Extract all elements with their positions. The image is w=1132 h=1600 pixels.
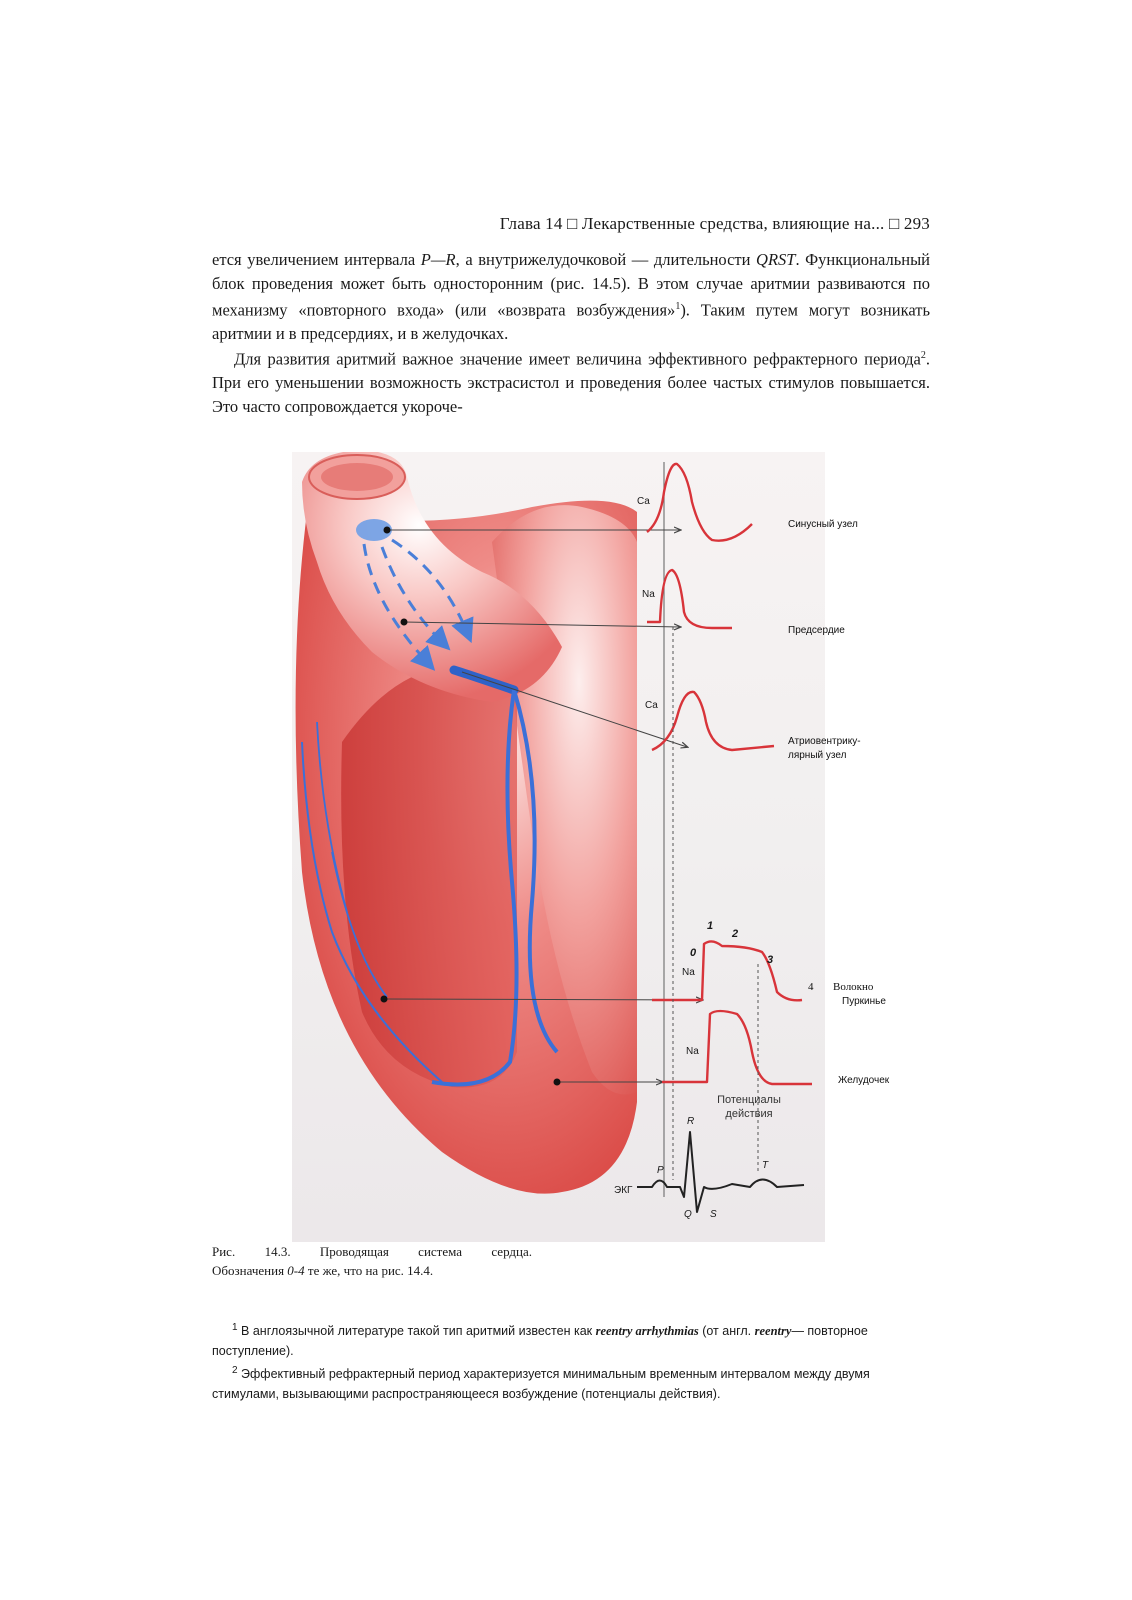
ecg-t: T	[762, 1160, 769, 1171]
ion-na-1: Na	[642, 589, 655, 600]
caption-range: 0-4	[287, 1263, 305, 1278]
footnote-2-mark: 2	[232, 1365, 238, 1377]
p2-text-a: Для развития аритмий важное значение имеет величина эффективного рефрактерного периода	[234, 349, 921, 369]
footnote-1-c: — повторное поступление).	[212, 1324, 868, 1359]
p1-text-b: , а внутрижелудочковой — длительности	[455, 250, 757, 269]
footnote-1-mark: 1	[232, 1322, 238, 1333]
ap-label-1: Потенциалы	[717, 1094, 781, 1106]
footnote-1-term2: reentry	[754, 1324, 792, 1339]
ion-ca-2: Ca	[645, 700, 658, 711]
phase-0: 0	[690, 947, 697, 959]
dot-purkinje	[381, 996, 388, 1003]
ecg-s: S	[710, 1209, 717, 1220]
ion-na-3: Na	[686, 1046, 699, 1057]
ap-label-2: действия	[725, 1108, 773, 1120]
p2-text-b: . При его уменьшении возможность экстрасистол и проведения более частых стимулов повышается. Это часто сопровождается укороче-	[212, 349, 930, 416]
caption-word-1: Рис.	[212, 1244, 236, 1259]
caption-word-2: 14.3.	[264, 1244, 291, 1259]
caption-line-2	[212, 1261, 532, 1280]
phase-2: 2	[732, 928, 739, 940]
paragraph-1	[212, 248, 930, 346]
phase-1: 1	[707, 920, 714, 932]
label-ventricle: Желудочек	[838, 1075, 890, 1086]
label-av-node-2: лярный узел	[788, 750, 847, 761]
page-number: 293	[903, 214, 930, 233]
ecg-q: Q	[684, 1209, 692, 1220]
caption-word-4: система	[418, 1244, 463, 1259]
label-sinus-node: Синусный узел	[788, 519, 858, 530]
p1-interval-pr: P—R	[420, 250, 456, 269]
ion-na-2: Na	[682, 967, 695, 978]
p1-qrst: QRST	[756, 250, 796, 269]
caption-word-3: Проводящая	[319, 1244, 389, 1259]
vessel-lumen	[321, 463, 393, 491]
footnote-2	[212, 1361, 902, 1404]
footnote-1-b: (от англ.	[698, 1324, 755, 1339]
figure-caption	[212, 1242, 532, 1280]
footnotes	[212, 1318, 902, 1404]
p1-text-c: . Функциональный блок проведения может быть односторонним (рис. 14.5). В этом случае аритмии развиваются по механизму «повторного входа» (или «возврата возбуждения»	[212, 250, 930, 320]
footnote-1	[212, 1318, 902, 1361]
ion-ca-1: Ca	[637, 496, 650, 507]
footnote-ref-2[interactable]: 2	[920, 350, 926, 361]
caption-line2-b: те же, что на рис. 14.4.	[304, 1263, 434, 1278]
phase-3: 3	[767, 954, 774, 966]
footnote-ref-1[interactable]: 1	[675, 301, 681, 312]
ecg-label: ЭКГ	[614, 1185, 633, 1196]
footnote-1-a: В англоязычной литературе такой тип аритмий известен как	[237, 1324, 596, 1339]
dot-sinus	[384, 527, 391, 534]
label-av-node-1: Атриовентрику-	[788, 736, 861, 747]
p1-text-d: ). Таким путем могут возникать аритмии и в предсердиях, и в желудочках.	[212, 300, 930, 343]
footnote-1-term: reentry arrhythmias	[595, 1324, 699, 1339]
ecg-r: R	[687, 1116, 695, 1127]
dot-ventricle	[554, 1079, 561, 1086]
p1-text-a: ется увеличением интервала	[212, 250, 421, 269]
header-chapter-title: Глава 14 □ Лекарственные средства, влияющие на...	[499, 214, 885, 233]
running-header	[434, 214, 930, 234]
label-atrium: Предсердие	[788, 625, 845, 636]
dot-atrium	[401, 619, 408, 626]
caption-line-1	[212, 1242, 532, 1261]
label-purkinje-2: Пуркинье	[842, 996, 886, 1007]
label-purkinje-1: Волокно	[833, 981, 874, 993]
ecg-p: P	[657, 1165, 664, 1176]
paragraph-2	[212, 344, 930, 418]
caption-line2-a: Обозначения	[212, 1263, 288, 1278]
heart-illustration	[292, 452, 825, 1242]
caption-word-5: сердца.	[491, 1244, 532, 1259]
footnote-2-text: Эффективный рефрактерный период характеризуется минимальным временным интервалом между двумя стимулами, вызывающими распространяющееся возбуждение (потенциалы действия).	[212, 1367, 870, 1402]
header-separator: □	[888, 214, 900, 233]
figure-conduction-system	[292, 452, 825, 1242]
label-phase-4: 4	[808, 981, 814, 993]
